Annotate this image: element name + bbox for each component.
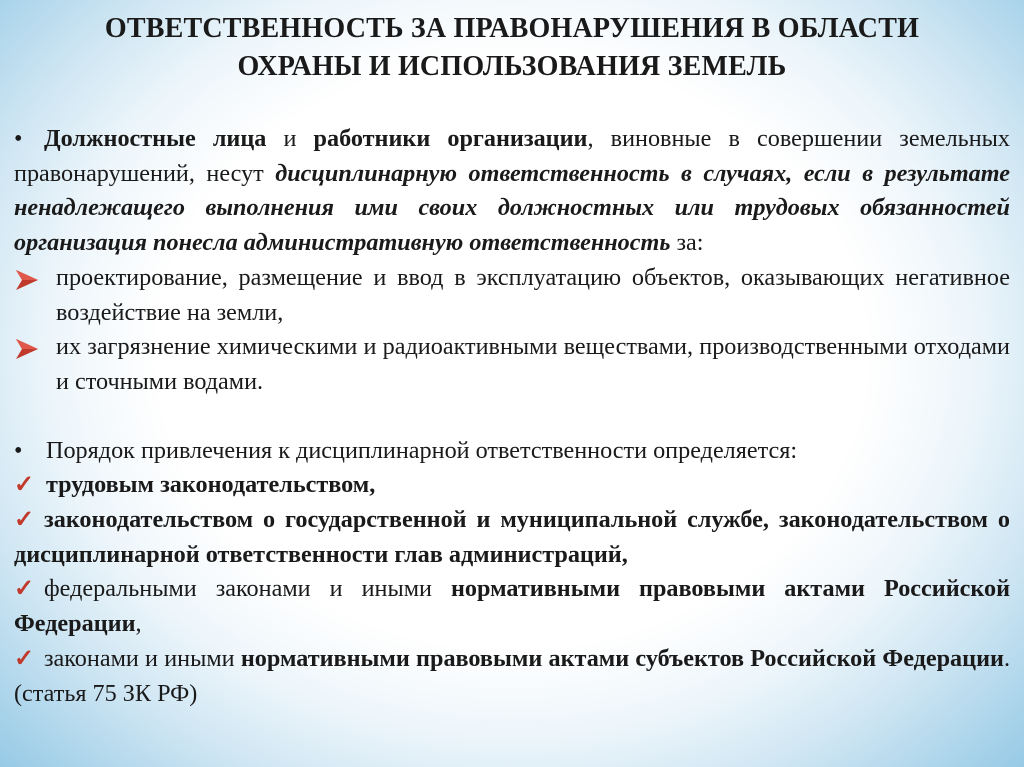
checkmark-icon: ✓ xyxy=(14,507,35,534)
title-line-2: ОХРАНЫ И ИСПОЛЬЗОВАНИЯ ЗЕМЕЛЬ xyxy=(237,51,787,82)
list-item-pollution xyxy=(14,330,1010,399)
title-line-1: ОТВЕТСТВЕННОСТЬ ЗА ПРАВОНАРУШЕНИЯ В ОБЛАСТИ xyxy=(104,13,920,44)
list-item-design xyxy=(14,261,1010,330)
employees-label: работники организации xyxy=(313,125,588,152)
federal-acts-text: нормативными правовыми актами Российской Федерации xyxy=(14,575,1011,638)
slide-title xyxy=(20,10,1004,86)
paragraph-procedure xyxy=(14,434,1010,469)
list-item-text: проектирование, размещение и ввод в эксплуатацию объектов, оказывающих негативное воздействие на земли, xyxy=(56,263,1010,326)
officials-label: Должностные лица xyxy=(44,125,267,152)
spacer xyxy=(14,400,1010,434)
check-item-regional-laws xyxy=(14,642,1010,711)
checkmark-icon: ✓ xyxy=(14,645,35,672)
service-law-text: законодательством о государственной и муниципальной службе, законодательством о дисциплинарной ответственности глав администраций, xyxy=(14,506,1010,568)
paragraph-officials xyxy=(14,122,1010,261)
check-item-federal-laws xyxy=(14,572,1010,641)
check-item-labor-law xyxy=(14,468,1010,503)
text-and: и xyxy=(266,125,314,152)
bullet-dot-icon: • xyxy=(14,125,23,152)
text-for: за: xyxy=(670,229,704,257)
list-item-text: их загрязнение химическими и радиоактивными веществами, производственными отходами и сточными водами. xyxy=(56,333,1010,395)
slide-content xyxy=(14,122,1010,711)
article-reference: . (статья 75 ЗК РФ) xyxy=(14,644,1010,707)
text-guilty: , виновные в совершении земельных правонарушений, несут xyxy=(14,125,1011,187)
comma: , xyxy=(135,610,142,638)
labor-law-text: трудовым законодательством, xyxy=(46,471,376,499)
regional-laws-text: законами и иными xyxy=(44,644,241,672)
check-item-service-law xyxy=(14,503,1010,572)
regional-acts-text: нормативными правовыми актами субъектов Российской Федерации xyxy=(240,644,1004,672)
federal-laws-text: федеральными законами и иными xyxy=(44,575,451,603)
checkmark-icon: ✓ xyxy=(14,576,35,603)
bullet-dot-icon: • xyxy=(14,436,23,464)
disciplinary-liability-text: дисциплинарную ответственность в случаях, если в результате ненадлежащего выполнения ими своих должностных или трудовых обязанностей организация понесла административную ответственность xyxy=(14,159,1010,257)
procedure-lead: Порядок привлечения к дисциплинарной ответственности определяется: xyxy=(46,436,798,464)
checkmark-icon: ✓ xyxy=(14,472,35,499)
